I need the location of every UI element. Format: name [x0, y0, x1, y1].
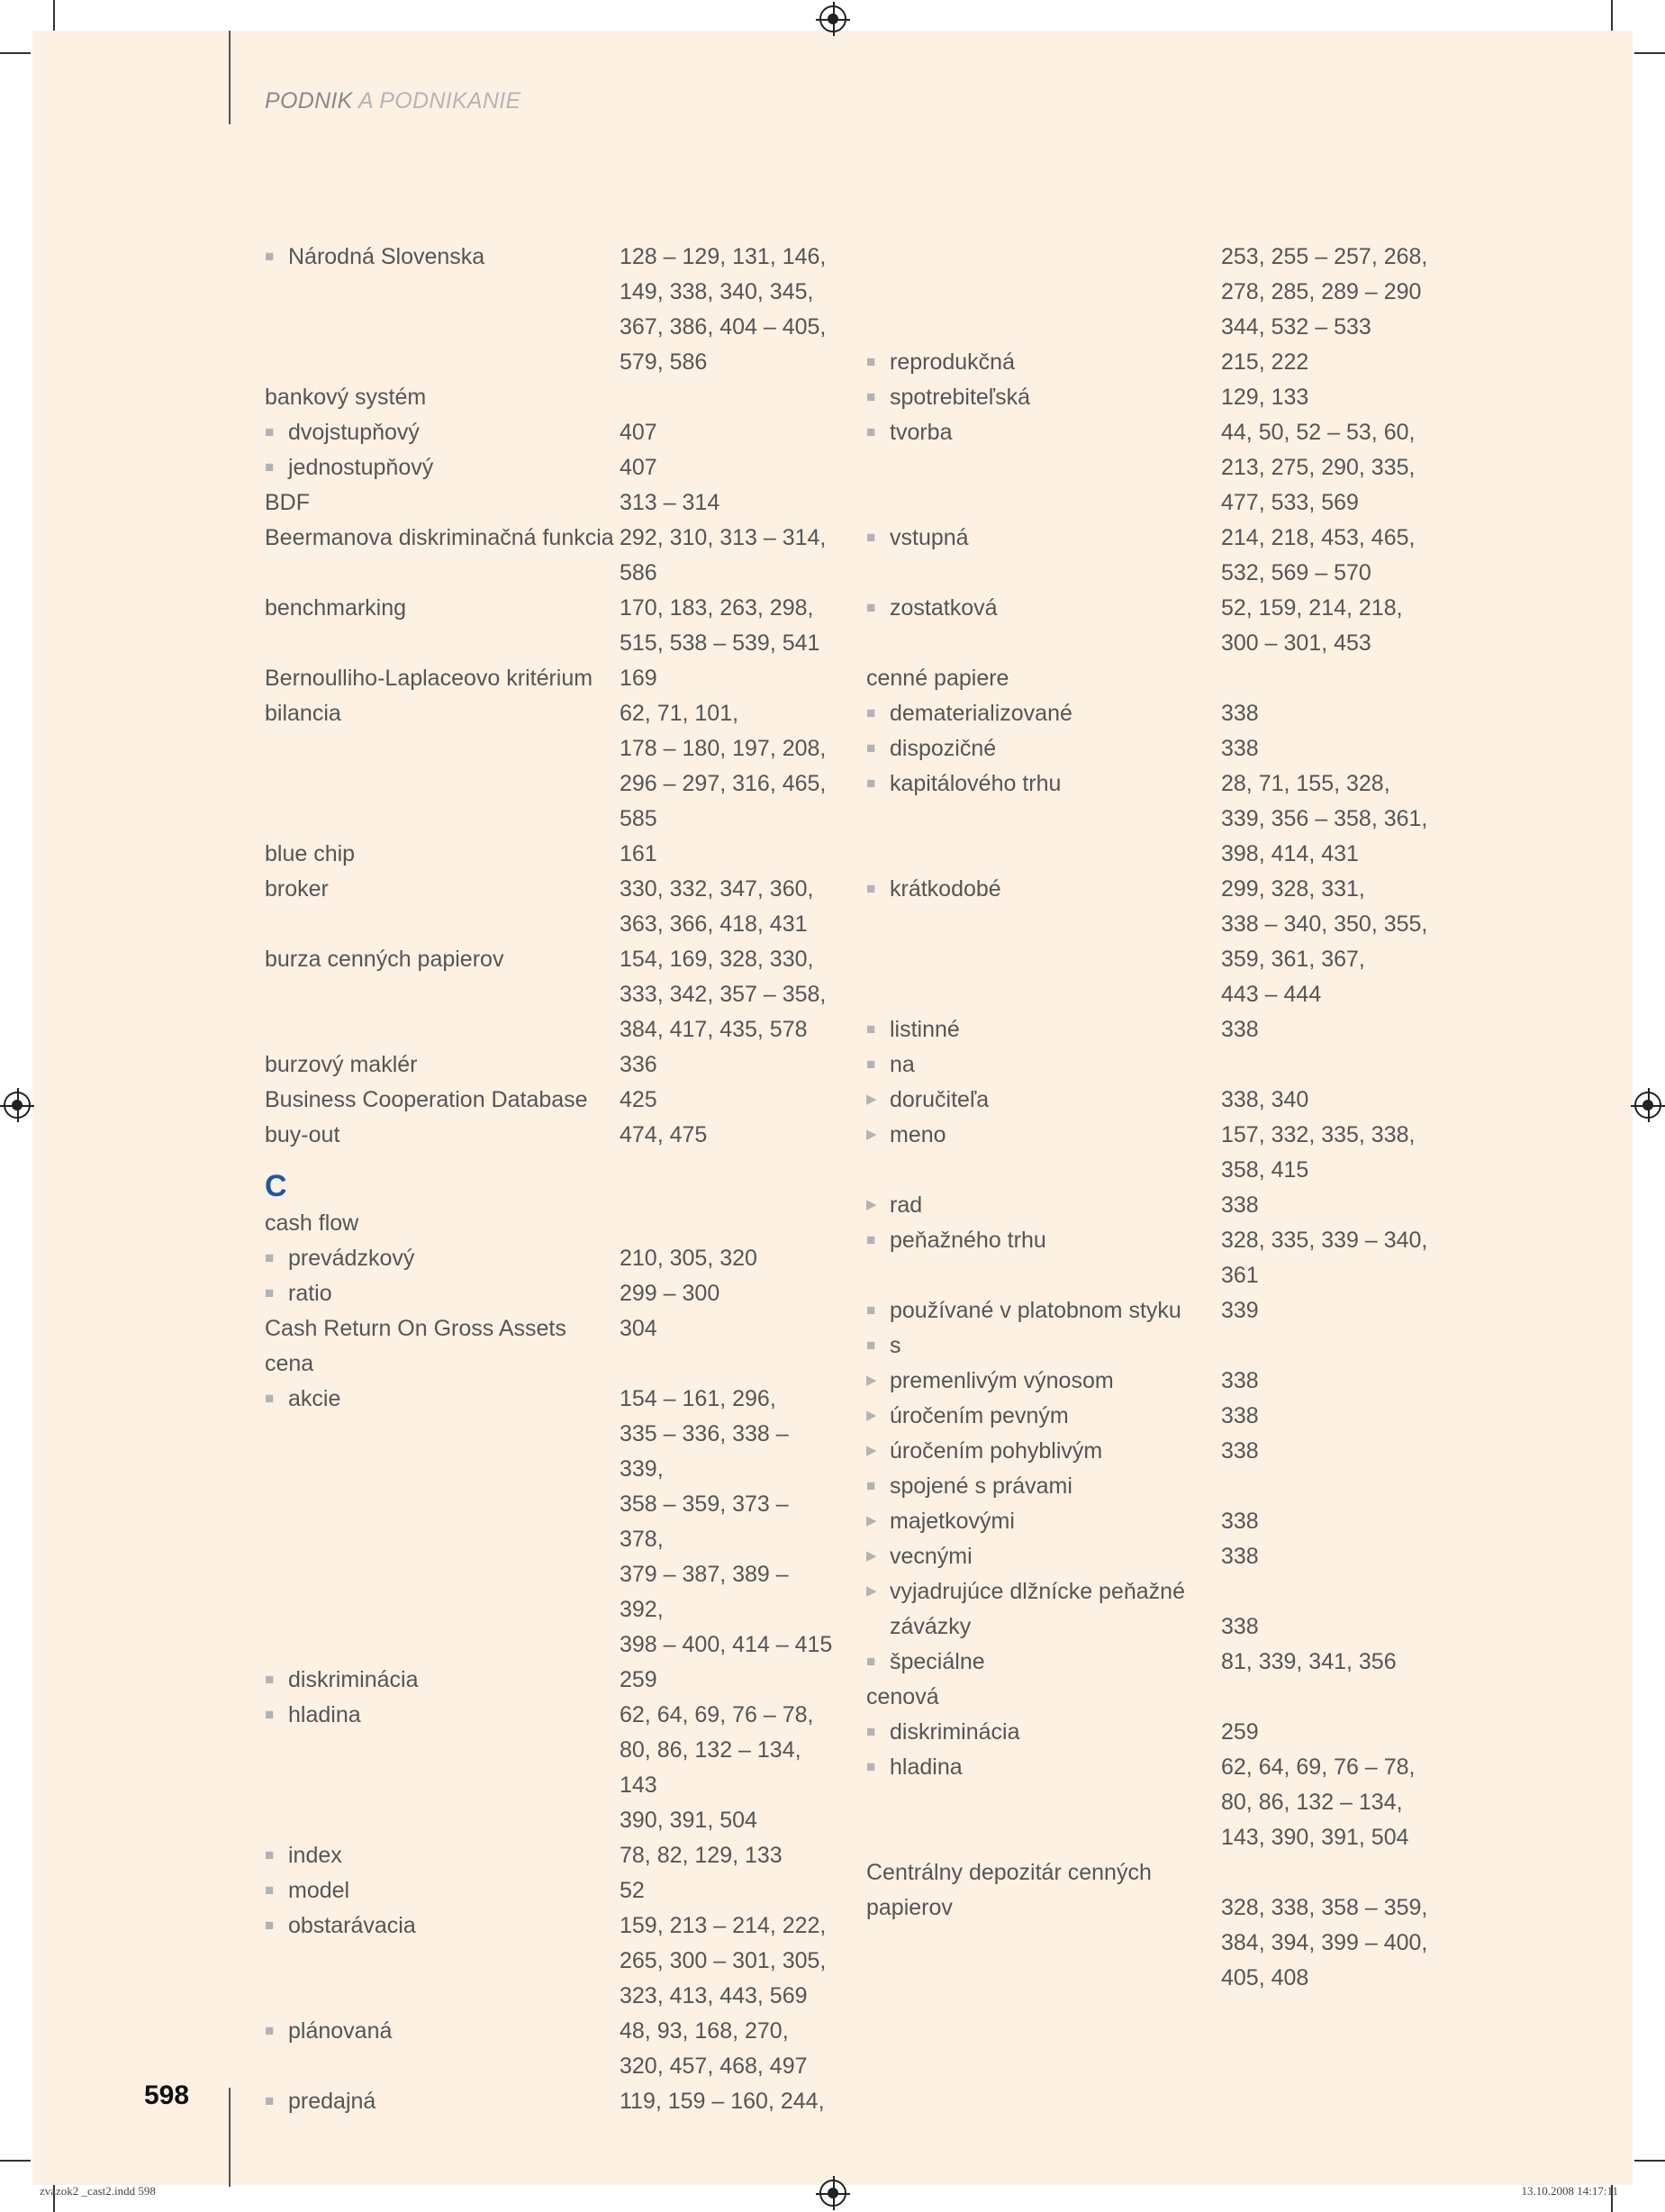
index-term-text: tvorba — [890, 420, 953, 445]
index-entry — [265, 415, 850, 450]
index-page-refs: 253, 255 – 257, 268, 278, 285, 289 – 290 344, 532 – 533 — [1221, 244, 1428, 340]
square-bullet-icon: ■ — [866, 599, 876, 616]
index-entry — [866, 872, 1452, 1012]
index-term — [265, 1047, 620, 1083]
index-term-text: spojené s právami — [890, 1473, 1072, 1499]
index-entry — [265, 1698, 850, 1838]
square-bullet-icon: ■ — [265, 1284, 275, 1301]
index-term — [866, 521, 1221, 591]
index-term-text: Cash Return On Gross Assets — [265, 1316, 566, 1341]
index-term — [866, 731, 1221, 766]
index-term-text: Bernoulliho-Laplaceovo kritérium — [265, 666, 593, 691]
index-entry — [265, 2014, 850, 2084]
index-page-refs: 474, 475 — [620, 1122, 708, 1147]
index-page-refs: 128 – 129, 131, 146, 149, 338, 340, 345, 367, 386, 404 – 405, 579, 586 — [620, 244, 827, 375]
index-page-refs: 52, 159, 214, 218, 300 – 301, 453 — [1221, 595, 1403, 656]
index-page-refs: 81, 339, 341, 356 — [1221, 1649, 1397, 1674]
index-term-text: burzový maklér — [265, 1052, 418, 1077]
index-entry — [265, 2084, 850, 2119]
triangle-bullet-icon: ▶ — [866, 1548, 877, 1564]
index-term — [265, 591, 620, 661]
index-page-refs: 338 — [1221, 1614, 1259, 1639]
index-term — [866, 1539, 1221, 1574]
index-page-refs: 330, 332, 347, 360, 363, 366, 418, 431 — [620, 876, 814, 937]
index-term-text: cash flow — [265, 1210, 359, 1236]
index-term-text: cenné papiere — [866, 666, 1009, 691]
index-page-refs: 339 — [1221, 1298, 1259, 1323]
index-term — [866, 380, 1221, 415]
index-page-refs: 210, 305, 320 — [620, 1246, 757, 1271]
crop-mark — [0, 52, 31, 54]
index-term — [866, 1293, 1221, 1328]
index-entry — [265, 837, 850, 872]
index-term-text: akcie — [288, 1386, 341, 1411]
square-bullet-icon: ■ — [866, 388, 876, 405]
index-entry — [265, 1382, 850, 1663]
index-term — [265, 380, 620, 415]
index-term — [265, 1346, 620, 1382]
index-term — [866, 1574, 1221, 1645]
index-list — [265, 240, 850, 2119]
square-bullet-icon: ■ — [265, 2092, 275, 2109]
index-term-text: predajná — [288, 2089, 376, 2114]
index-entry — [265, 450, 850, 485]
index-entry — [866, 661, 1452, 696]
registration-mark-icon — [4, 1092, 31, 1119]
index-entry — [265, 1083, 850, 1118]
square-bullet-icon: ■ — [866, 353, 876, 370]
index-term — [265, 872, 620, 942]
index-term — [265, 1908, 620, 2014]
index-term — [866, 1645, 1221, 1680]
index-term-text: model — [288, 1878, 350, 1903]
index-page-refs: 407 — [620, 420, 657, 445]
footer-rule — [229, 2088, 231, 2187]
index-entry — [866, 415, 1452, 521]
crop-mark — [1634, 52, 1665, 54]
index-page-refs: 170, 183, 263, 298, 515, 538 – 539, 541 — [620, 595, 820, 656]
crop-mark — [0, 2160, 31, 2162]
index-page-refs: 215, 222 — [1221, 349, 1309, 375]
index-entry — [866, 1399, 1452, 1434]
index-term — [866, 766, 1221, 872]
index-term-text: dematerializované — [890, 701, 1072, 726]
index-page-refs: 157, 332, 335, 338, 358, 415 — [1221, 1122, 1416, 1183]
index-term — [866, 1364, 1221, 1399]
index-entry — [265, 1838, 850, 1873]
index-entry — [265, 1276, 850, 1311]
index-term-text: burza cenných papierov — [265, 947, 504, 972]
index-term — [265, 661, 620, 696]
square-bullet-icon: ■ — [265, 1846, 275, 1863]
square-bullet-icon: ■ — [265, 248, 275, 265]
registration-mark-icon — [819, 5, 846, 32]
square-bullet-icon: ■ — [265, 1917, 275, 1934]
index-entry — [866, 1504, 1452, 1539]
index-term-text: cenová — [866, 1684, 939, 1709]
index-entry — [866, 1469, 1452, 1504]
index-entry — [265, 1908, 850, 2014]
index-entry — [265, 1873, 850, 1908]
index-entry — [866, 1293, 1452, 1328]
index-page-refs: 338 — [1221, 1438, 1259, 1464]
index-term-text: jednostupňový — [288, 455, 434, 480]
square-bullet-icon: ■ — [866, 1337, 876, 1354]
crop-mark — [1611, 0, 1613, 31]
page-number: 598 — [144, 2081, 190, 2110]
index-term-text: rad — [890, 1192, 923, 1218]
square-bullet-icon: ■ — [866, 1301, 876, 1319]
index-page-refs: 338 — [1221, 1509, 1259, 1534]
index-term-text: meno — [890, 1122, 946, 1147]
index-term — [265, 837, 620, 872]
square-bullet-icon: ■ — [265, 458, 275, 476]
index-term — [265, 1873, 620, 1908]
square-bullet-icon: ■ — [265, 423, 275, 440]
index-entry — [866, 1680, 1452, 1715]
triangle-bullet-icon: ▶ — [866, 1408, 877, 1423]
index-term — [265, 521, 620, 591]
registration-mark-icon — [1634, 1092, 1661, 1119]
square-bullet-icon: ■ — [866, 739, 876, 757]
index-entry — [866, 1188, 1452, 1223]
index-column-right — [866, 240, 1452, 1996]
index-term — [265, 1663, 620, 1698]
index-entry — [265, 942, 850, 1047]
index-term — [265, 1276, 620, 1311]
index-term-text: vecnými — [890, 1544, 973, 1569]
index-term-text: hladina — [890, 1754, 963, 1780]
index-term-text: dispozičné — [890, 736, 997, 761]
index-page-refs: 214, 218, 453, 465, 532, 569 – 570 — [1221, 525, 1416, 585]
index-term — [265, 485, 620, 521]
index-term — [866, 240, 1221, 345]
index-term-text: bilancia — [265, 701, 341, 726]
index-page-refs: 425 — [620, 1087, 657, 1112]
index-term-text: buy-out — [265, 1122, 340, 1147]
index-term — [866, 1715, 1221, 1750]
index-page-refs — [620, 1346, 836, 1382]
index-term — [265, 2014, 620, 2084]
index-entry — [265, 1047, 850, 1083]
index-page-refs — [1221, 1328, 1437, 1364]
index-page-refs: 338 — [1221, 701, 1259, 726]
index-entry — [866, 1047, 1452, 1083]
square-bullet-icon: ■ — [866, 1231, 876, 1248]
index-term-text: index — [288, 1843, 342, 1868]
index-term-text: diskriminácia — [288, 1667, 419, 1692]
index-term-text: benchmarking — [265, 595, 407, 621]
index-page-refs: 62, 64, 69, 76 – 78, 80, 86, 132 – 134, 143 390, 391, 504 — [620, 1702, 814, 1833]
triangle-bullet-icon: ▶ — [866, 1197, 877, 1212]
index-page-refs: 299, 328, 331, 338 – 340, 350, 355, 359, 361, 367, 443 – 444 — [1221, 876, 1428, 1007]
index-term-text: premenlivým výnosom — [890, 1368, 1114, 1393]
index-term — [866, 1012, 1221, 1047]
square-bullet-icon: ■ — [866, 775, 876, 792]
index-term — [866, 415, 1221, 521]
square-bullet-icon: ■ — [866, 1653, 876, 1670]
registration-mark-icon — [819, 2180, 846, 2207]
index-page-refs: 78, 82, 129, 133 — [620, 1843, 783, 1868]
index-page-refs: 313 – 314 — [620, 490, 720, 515]
index-term — [866, 1188, 1221, 1223]
index-term-text: spotrebiteľská — [890, 385, 1030, 410]
index-term — [866, 1434, 1221, 1469]
index-term — [265, 696, 620, 837]
index-entry — [866, 1434, 1452, 1469]
index-entry — [265, 485, 850, 521]
index-entry — [265, 1311, 850, 1346]
index-page-refs: 259 — [1221, 1719, 1259, 1745]
index-page-refs: 48, 93, 168, 270, 320, 457, 468, 497 — [620, 2018, 808, 2079]
index-term — [866, 1504, 1221, 1539]
index-page-refs: 407 — [620, 455, 657, 480]
index-entry — [265, 1663, 850, 1698]
square-bullet-icon: ■ — [866, 1758, 876, 1775]
index-entry — [866, 345, 1452, 380]
square-bullet-icon: ■ — [866, 423, 876, 440]
index-entry — [866, 766, 1452, 872]
index-entry — [265, 661, 850, 696]
index-entry — [866, 1855, 1452, 1996]
index-page-refs: 338, 340 — [1221, 1087, 1309, 1112]
index-entry — [265, 1241, 850, 1276]
index-term-text: kapitálového trhu — [890, 771, 1062, 796]
index-term-text: obstarávacia — [288, 1913, 416, 1938]
index-entry — [866, 696, 1452, 731]
index-term-text: Národná Slovenska — [288, 244, 485, 269]
header-rule — [229, 31, 231, 124]
triangle-bullet-icon: ▶ — [866, 1373, 877, 1388]
index-page-refs: 304 — [620, 1316, 657, 1341]
index-entry — [265, 872, 850, 942]
index-term-text: listinné — [890, 1017, 960, 1042]
square-bullet-icon: ■ — [265, 1249, 275, 1266]
index-term — [866, 1469, 1221, 1504]
index-page-refs: 338 — [1221, 1403, 1259, 1428]
index-term-text: prevádzkový — [288, 1246, 415, 1271]
index-page-refs: 159, 213 – 214, 222, 265, 300 – 301, 305, 323, 413, 443, 569 — [620, 1913, 827, 2008]
index-page-refs: 336 — [620, 1052, 657, 1077]
triangle-bullet-icon: ▶ — [866, 1092, 877, 1107]
index-term-text: BDF — [265, 490, 310, 515]
triangle-bullet-icon: ▶ — [866, 1513, 877, 1528]
triangle-bullet-icon: ▶ — [866, 1583, 877, 1599]
running-header-light: A PODNIKANIE — [352, 88, 521, 113]
index-term-text: s — [890, 1333, 901, 1358]
index-term-text: Business Cooperation Database — [265, 1087, 588, 1112]
index-term — [866, 872, 1221, 1012]
index-term — [866, 591, 1221, 661]
index-entry — [265, 1206, 850, 1241]
square-bullet-icon: ■ — [866, 704, 876, 721]
index-term-text: vstupná — [890, 525, 969, 550]
index-page-refs: 62, 71, 101, 178 – 180, 197, 208, 296 – 297, 316, 465, 585 — [620, 701, 827, 831]
index-term — [866, 1047, 1221, 1083]
index-term — [866, 1855, 1221, 1996]
index-page-refs: 52 — [620, 1878, 645, 1903]
index-term-text: bankový systém — [265, 385, 427, 410]
index-term — [866, 1399, 1221, 1434]
index-page-refs: 338 — [1221, 1192, 1259, 1218]
square-bullet-icon: ■ — [265, 1706, 275, 1723]
index-page-refs — [1221, 1469, 1437, 1504]
index-page-refs: 338 — [1221, 736, 1259, 761]
index-page-refs: 328, 338, 358 – 359, 384, 394, 399 – 400, 405, 408 — [1221, 1895, 1428, 1990]
index-page-refs: 328, 335, 339 – 340, 361 — [1221, 1228, 1428, 1288]
index-entry — [866, 1118, 1452, 1188]
index-term-text: úročením pevným — [890, 1403, 1069, 1428]
index-term-text: Centrálny depozitár cenných papierov — [866, 1860, 1152, 1920]
index-term — [265, 1382, 620, 1663]
index-entry — [265, 380, 850, 415]
index-term-text: krátkodobé — [890, 876, 1001, 902]
index-page-refs: 161 — [620, 841, 657, 866]
square-bullet-icon: ■ — [866, 1056, 876, 1073]
index-term — [265, 1083, 620, 1118]
index-term — [866, 1680, 1221, 1715]
index-term-text: hladina — [288, 1702, 361, 1727]
index-page-refs — [1221, 1680, 1437, 1715]
triangle-bullet-icon: ▶ — [866, 1127, 877, 1142]
index-term — [265, 1311, 620, 1346]
index-page-refs: 44, 50, 52 – 53, 60, 213, 275, 290, 335, 477, 533, 569 — [1221, 420, 1416, 515]
index-term — [866, 696, 1221, 731]
index-page-refs: 338 — [1221, 1544, 1259, 1569]
index-term — [265, 1206, 620, 1241]
index-page-refs — [1221, 661, 1437, 696]
index-term-text: doručiteľa — [890, 1087, 990, 1112]
index-entry — [265, 240, 850, 380]
index-entry — [866, 1750, 1452, 1855]
index-letter-heading: C — [265, 1169, 287, 1203]
index-entry — [866, 1574, 1452, 1645]
running-header-strong: PODNIK — [265, 88, 353, 113]
index-entry — [866, 1539, 1452, 1574]
index-term-text: majetkovými — [890, 1509, 1015, 1534]
index-column-left — [265, 240, 850, 2119]
index-term — [866, 345, 1221, 380]
index-page-refs — [620, 380, 836, 415]
index-entry — [866, 380, 1452, 415]
index-term-text: ratio — [288, 1281, 332, 1306]
index-term — [866, 1083, 1221, 1118]
index-page-refs: 129, 133 — [1221, 385, 1309, 410]
index-entry — [866, 1715, 1452, 1750]
index-entry — [866, 591, 1452, 661]
index-entry — [866, 1328, 1452, 1364]
index-page-refs: 154 – 161, 296, 335 – 336, 338 – 339, 358 – 359, 373 – 378, 379 – 387, 389 – 392, 398 – 400, 414 – 415 — [620, 1386, 833, 1657]
running-header — [265, 88, 520, 114]
index-term — [866, 1328, 1221, 1364]
index-entry — [866, 1645, 1452, 1680]
index-page-refs: 28, 71, 155, 328, 339, 356 – 358, 361, 398, 414, 431 — [1221, 771, 1428, 866]
index-page-refs: 259 — [620, 1667, 657, 1692]
index-entry — [866, 240, 1452, 345]
index-term-text: Beermanova diskriminačná funkcia — [265, 525, 614, 550]
square-bullet-icon: ■ — [265, 1671, 275, 1688]
crop-mark — [1634, 2160, 1665, 2162]
index-entry — [866, 731, 1452, 766]
index-term-text: peňažného trhu — [890, 1228, 1046, 1253]
crop-mark — [53, 0, 55, 31]
index-page-refs — [1221, 1047, 1437, 1083]
index-entry — [265, 1118, 850, 1153]
index-term — [265, 450, 620, 485]
index-term — [265, 1698, 620, 1838]
index-term — [265, 1241, 620, 1276]
square-bullet-icon: ■ — [265, 1881, 275, 1899]
square-bullet-icon: ■ — [265, 2022, 275, 2039]
index-term-text: vyjadrujúce dlžnícke peňažné závázky — [890, 1579, 1185, 1639]
index-term — [265, 415, 620, 450]
index-entry — [265, 521, 850, 591]
index-page-refs: 299 – 300 — [620, 1281, 720, 1306]
index-term — [866, 661, 1221, 696]
index-term — [866, 1118, 1221, 1188]
triangle-bullet-icon: ▶ — [866, 1443, 877, 1458]
index-term-text: reprodukčná — [890, 349, 1015, 375]
square-bullet-icon: ■ — [866, 1020, 876, 1038]
index-page-refs: 169 — [620, 666, 657, 691]
square-bullet-icon: ■ — [265, 1390, 275, 1407]
index-term — [265, 2084, 620, 2119]
index-term-text: dvojstupňový — [288, 420, 420, 445]
index-term — [866, 1750, 1221, 1855]
index-entry — [866, 1223, 1452, 1293]
index-term — [265, 1838, 620, 1873]
index-term — [866, 1223, 1221, 1293]
index-page-refs: 154, 169, 328, 330, 333, 342, 357 – 358, 384, 417, 435, 578 — [620, 947, 827, 1042]
index-page-refs: 338 — [1221, 1368, 1259, 1393]
index-term — [265, 942, 620, 1047]
index-entry — [265, 696, 850, 837]
index-term-text: cena — [265, 1351, 314, 1376]
index-term — [265, 240, 620, 380]
index-term-text: používané v platobnom styku — [890, 1298, 1181, 1323]
index-term-text: plánovaná — [288, 2018, 393, 2044]
index-term-text: špeciálne — [890, 1649, 985, 1674]
index-term-text: na — [890, 1052, 915, 1077]
index-term-text: zostatková — [890, 595, 998, 621]
index-entry — [866, 1364, 1452, 1399]
index-page-refs: 292, 310, 313 – 314, 586 — [620, 525, 827, 585]
index-entry — [866, 521, 1452, 591]
index-page-refs: 119, 159 – 160, 244, — [620, 2089, 825, 2114]
index-entry — [866, 1012, 1452, 1047]
index-term-text: broker — [265, 876, 329, 902]
square-bullet-icon: ■ — [866, 529, 876, 546]
square-bullet-icon: ■ — [866, 880, 876, 897]
index-term-text: úročením pohyblivým — [890, 1438, 1103, 1464]
square-bullet-icon: ■ — [866, 1723, 876, 1740]
index-list — [866, 240, 1452, 1996]
index-entry — [265, 1346, 850, 1382]
index-entry — [866, 1083, 1452, 1118]
slug-timestamp: 13.10.2008 14:17:11 — [1521, 2184, 1618, 2198]
slug-file-info: zvazok2 _cast2.indd 598 — [40, 2184, 156, 2198]
index-term-text: diskriminácia — [890, 1719, 1020, 1745]
index-page-refs: 338 — [1221, 1017, 1259, 1042]
index-page-refs — [620, 1206, 836, 1241]
index-page-refs: 62, 64, 69, 76 – 78, 80, 86, 132 – 134, 143, 390, 391, 504 — [1221, 1754, 1416, 1850]
index-term — [265, 1118, 620, 1153]
index-entry — [265, 591, 850, 661]
index-term-text: blue chip — [265, 841, 356, 866]
square-bullet-icon: ■ — [866, 1477, 876, 1494]
